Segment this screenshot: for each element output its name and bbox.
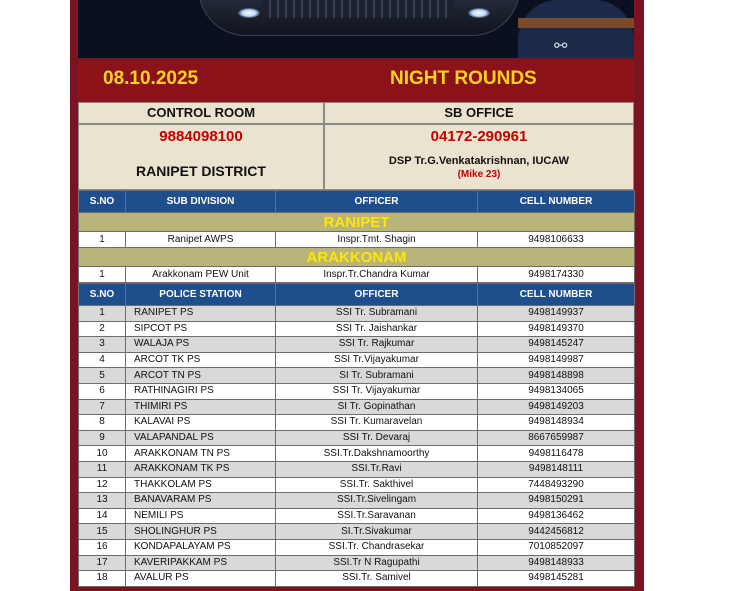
column-header: CELL NUMBER xyxy=(478,191,635,213)
serial-cell: 5 xyxy=(79,368,126,384)
right-headlight-icon xyxy=(468,8,490,18)
station-cell: ARCOT TK PS xyxy=(126,352,276,368)
serial-cell: 10 xyxy=(79,446,126,462)
control-room-label: CONTROL ROOM xyxy=(78,102,324,124)
serial-cell: 3 xyxy=(79,337,126,353)
station-cell: NEMILI PS xyxy=(126,508,276,524)
table-row xyxy=(79,493,635,509)
cell-number-cell: 9498149203 xyxy=(478,399,635,415)
cell-number-cell: 9498145247 xyxy=(478,337,635,353)
station-cell: KAVERIPAKKAM PS xyxy=(126,555,276,571)
serial-cell: 6 xyxy=(79,383,126,399)
table-row xyxy=(79,461,635,477)
dsp-call-sign: (Mike 23) xyxy=(457,169,501,180)
officer-cell: SSI Tr. Kumaravelan xyxy=(276,415,478,431)
region-name: RANIPET xyxy=(79,213,635,232)
officer-cell: SSI Tr. Devaraj xyxy=(276,430,478,446)
table-row xyxy=(79,415,635,431)
officer-cell: SI Tr. Subramani xyxy=(276,368,478,384)
officer-cell: SSI Tr. Jaishankar xyxy=(276,321,478,337)
cell-number-cell: 9498134065 xyxy=(478,383,635,399)
column-header: POLICE STATION xyxy=(126,284,276,306)
cell-number-cell: 9498149987 xyxy=(478,352,635,368)
rounds-title: NIGHT ROUNDS xyxy=(390,68,537,89)
cell-number-cell: 9498148933 xyxy=(478,555,635,571)
contact-info-panel xyxy=(78,102,634,190)
station-rows xyxy=(79,306,635,587)
serial-cell: 1 xyxy=(79,267,126,283)
table-row xyxy=(79,399,635,415)
table-row xyxy=(79,555,635,571)
police-station-table xyxy=(78,283,635,587)
officer-cell: SSI.Tr. Samivel xyxy=(276,571,478,587)
station-cell: BANAVARAM PS xyxy=(126,493,276,509)
officer-cell: SSI.Tr.Dakshnamoorthy xyxy=(276,446,478,462)
station-cell: SIPCOT PS xyxy=(126,321,276,337)
cell-number-cell: 7448493290 xyxy=(478,477,635,493)
rounds-date: 08.10.2025 xyxy=(103,68,199,89)
officer-cell: SSI Tr. Vijayakumar xyxy=(276,383,478,399)
officer-cell: SSI.Tr N Ragupathi xyxy=(276,555,478,571)
station-cell: KALAVAI PS xyxy=(126,415,276,431)
region-name: ARAKKONAM xyxy=(79,248,635,267)
station-cell: VALAPANDAL PS xyxy=(126,430,276,446)
officer-cell: SSI Tr.Vijayakumar xyxy=(276,352,478,368)
station-cell: RANIPET PS xyxy=(126,306,276,322)
station-cell: KONDAPALAYAM PS xyxy=(126,539,276,555)
serial-cell: 12 xyxy=(79,477,126,493)
cell-number-cell: 9498148111 xyxy=(478,461,635,477)
station-cell: RATHINAGIRI PS xyxy=(126,383,276,399)
station-cell: ARAKKONAM TK PS xyxy=(126,461,276,477)
subdivision-table xyxy=(78,190,635,283)
cell-number-cell: 8667659987 xyxy=(478,430,635,446)
title-band xyxy=(78,60,634,102)
cell-number-cell: 9498145281 xyxy=(478,571,635,587)
cell-number-cell: 7010852097 xyxy=(478,539,635,555)
sb-office-label: SB OFFICE xyxy=(324,102,634,124)
control-room-cell xyxy=(78,124,324,190)
table-row xyxy=(79,352,635,368)
serial-cell: 11 xyxy=(79,461,126,477)
cell-number-cell: 9498116478 xyxy=(478,446,635,462)
officer-cell: SSI.Tr.Ravi xyxy=(276,461,478,477)
car-grille xyxy=(263,0,453,18)
handcuffs-icon: ⚯ xyxy=(554,36,568,55)
serial-cell: 8 xyxy=(79,415,126,431)
serial-cell: 2 xyxy=(79,321,126,337)
station-cell: ARCOT TN PS xyxy=(126,368,276,384)
column-header: S.NO xyxy=(79,284,126,306)
cell-number-cell: 9498150291 xyxy=(478,493,635,509)
serial-cell: 1 xyxy=(79,306,126,322)
station-cell: ARAKKONAM TN PS xyxy=(126,446,276,462)
table-row xyxy=(79,306,635,322)
night-rounds-poster xyxy=(70,0,644,591)
officer-cell: SSI.Tr. Chandrasekar xyxy=(276,539,478,555)
serial-cell: 16 xyxy=(79,539,126,555)
serial-cell: 17 xyxy=(79,555,126,571)
station-cell: WALAJA PS xyxy=(126,337,276,353)
table-row xyxy=(79,383,635,399)
cell-number-cell: 9498174330 xyxy=(478,267,635,283)
officer-cell: SSI.Tr.Saravanan xyxy=(276,508,478,524)
cell-number-cell: 9442456812 xyxy=(478,524,635,540)
table-row xyxy=(79,321,635,337)
officer-cell: SI Tr. Gopinathan xyxy=(276,399,478,415)
table-row xyxy=(79,539,635,555)
column-header: CELL NUMBER xyxy=(478,284,635,306)
sb-office-cell xyxy=(324,124,634,190)
serial-cell: 15 xyxy=(79,524,126,540)
column-header: S.NO xyxy=(79,191,126,213)
table-row xyxy=(79,337,635,353)
table-row xyxy=(79,430,635,446)
officer-image xyxy=(518,0,634,58)
table-row xyxy=(79,508,635,524)
unit-cell: Arakkonam PEW Unit xyxy=(126,267,276,283)
station-cell: THIMIRI PS xyxy=(126,399,276,415)
station-cell: THAKKOLAM PS xyxy=(126,477,276,493)
column-header: OFFICER xyxy=(276,284,478,306)
officer-cell: SSI Tr. Subramani xyxy=(276,306,478,322)
table-row xyxy=(79,368,635,384)
subdivision-header-row xyxy=(79,191,635,213)
region-row xyxy=(79,213,635,232)
column-header: SUB DIVISION xyxy=(126,191,276,213)
unit-cell: Ranipet AWPS xyxy=(126,232,276,248)
station-header-row xyxy=(79,284,635,306)
left-headlight-icon xyxy=(238,8,260,18)
officer-belt xyxy=(518,18,634,28)
officer-cell: SSI.Tr. Sakthivel xyxy=(276,477,478,493)
serial-cell: 9 xyxy=(79,430,126,446)
serial-cell: 4 xyxy=(79,352,126,368)
table-row xyxy=(79,232,635,248)
table-row xyxy=(79,446,635,462)
serial-cell: 13 xyxy=(79,493,126,509)
duty-tables xyxy=(78,190,634,587)
table-row xyxy=(79,571,635,587)
officer-cell: Inspr.Tr.Chandra Kumar xyxy=(276,267,478,283)
region-row xyxy=(79,248,635,267)
serial-cell: 14 xyxy=(79,508,126,524)
banner-image xyxy=(78,0,634,58)
control-room-phone: 9884098100 xyxy=(159,128,243,145)
cell-number-cell: 9498149370 xyxy=(478,321,635,337)
serial-cell: 1 xyxy=(79,232,126,248)
officer-cell: SSI.Tr.Sivelingam xyxy=(276,493,478,509)
officer-cell: SSI Tr. Rajkumar xyxy=(276,337,478,353)
cell-number-cell: 9498106633 xyxy=(478,232,635,248)
serial-cell: 7 xyxy=(79,399,126,415)
table-row xyxy=(79,524,635,540)
cell-number-cell: 9498136462 xyxy=(478,508,635,524)
cell-number-cell: 9498148934 xyxy=(478,415,635,431)
station-cell: AVALUR PS xyxy=(126,571,276,587)
officer-cell: Inspr.Tmt. Shagin xyxy=(276,232,478,248)
cell-number-cell: 9498148898 xyxy=(478,368,635,384)
station-cell: SHOLINGHUR PS xyxy=(126,524,276,540)
column-header: OFFICER xyxy=(276,191,478,213)
serial-cell: 18 xyxy=(79,571,126,587)
dsp-name: DSP Tr.G.Venkatakrishnan, IUCAW xyxy=(388,155,570,167)
cell-number-cell: 9498149937 xyxy=(478,306,635,322)
officer-cell: SI.Tr.Sivakumar xyxy=(276,524,478,540)
table-row xyxy=(79,267,635,283)
table-row xyxy=(79,477,635,493)
sb-office-phone: 04172-290961 xyxy=(430,128,528,145)
district-name: RANIPET DISTRICT xyxy=(136,163,266,179)
